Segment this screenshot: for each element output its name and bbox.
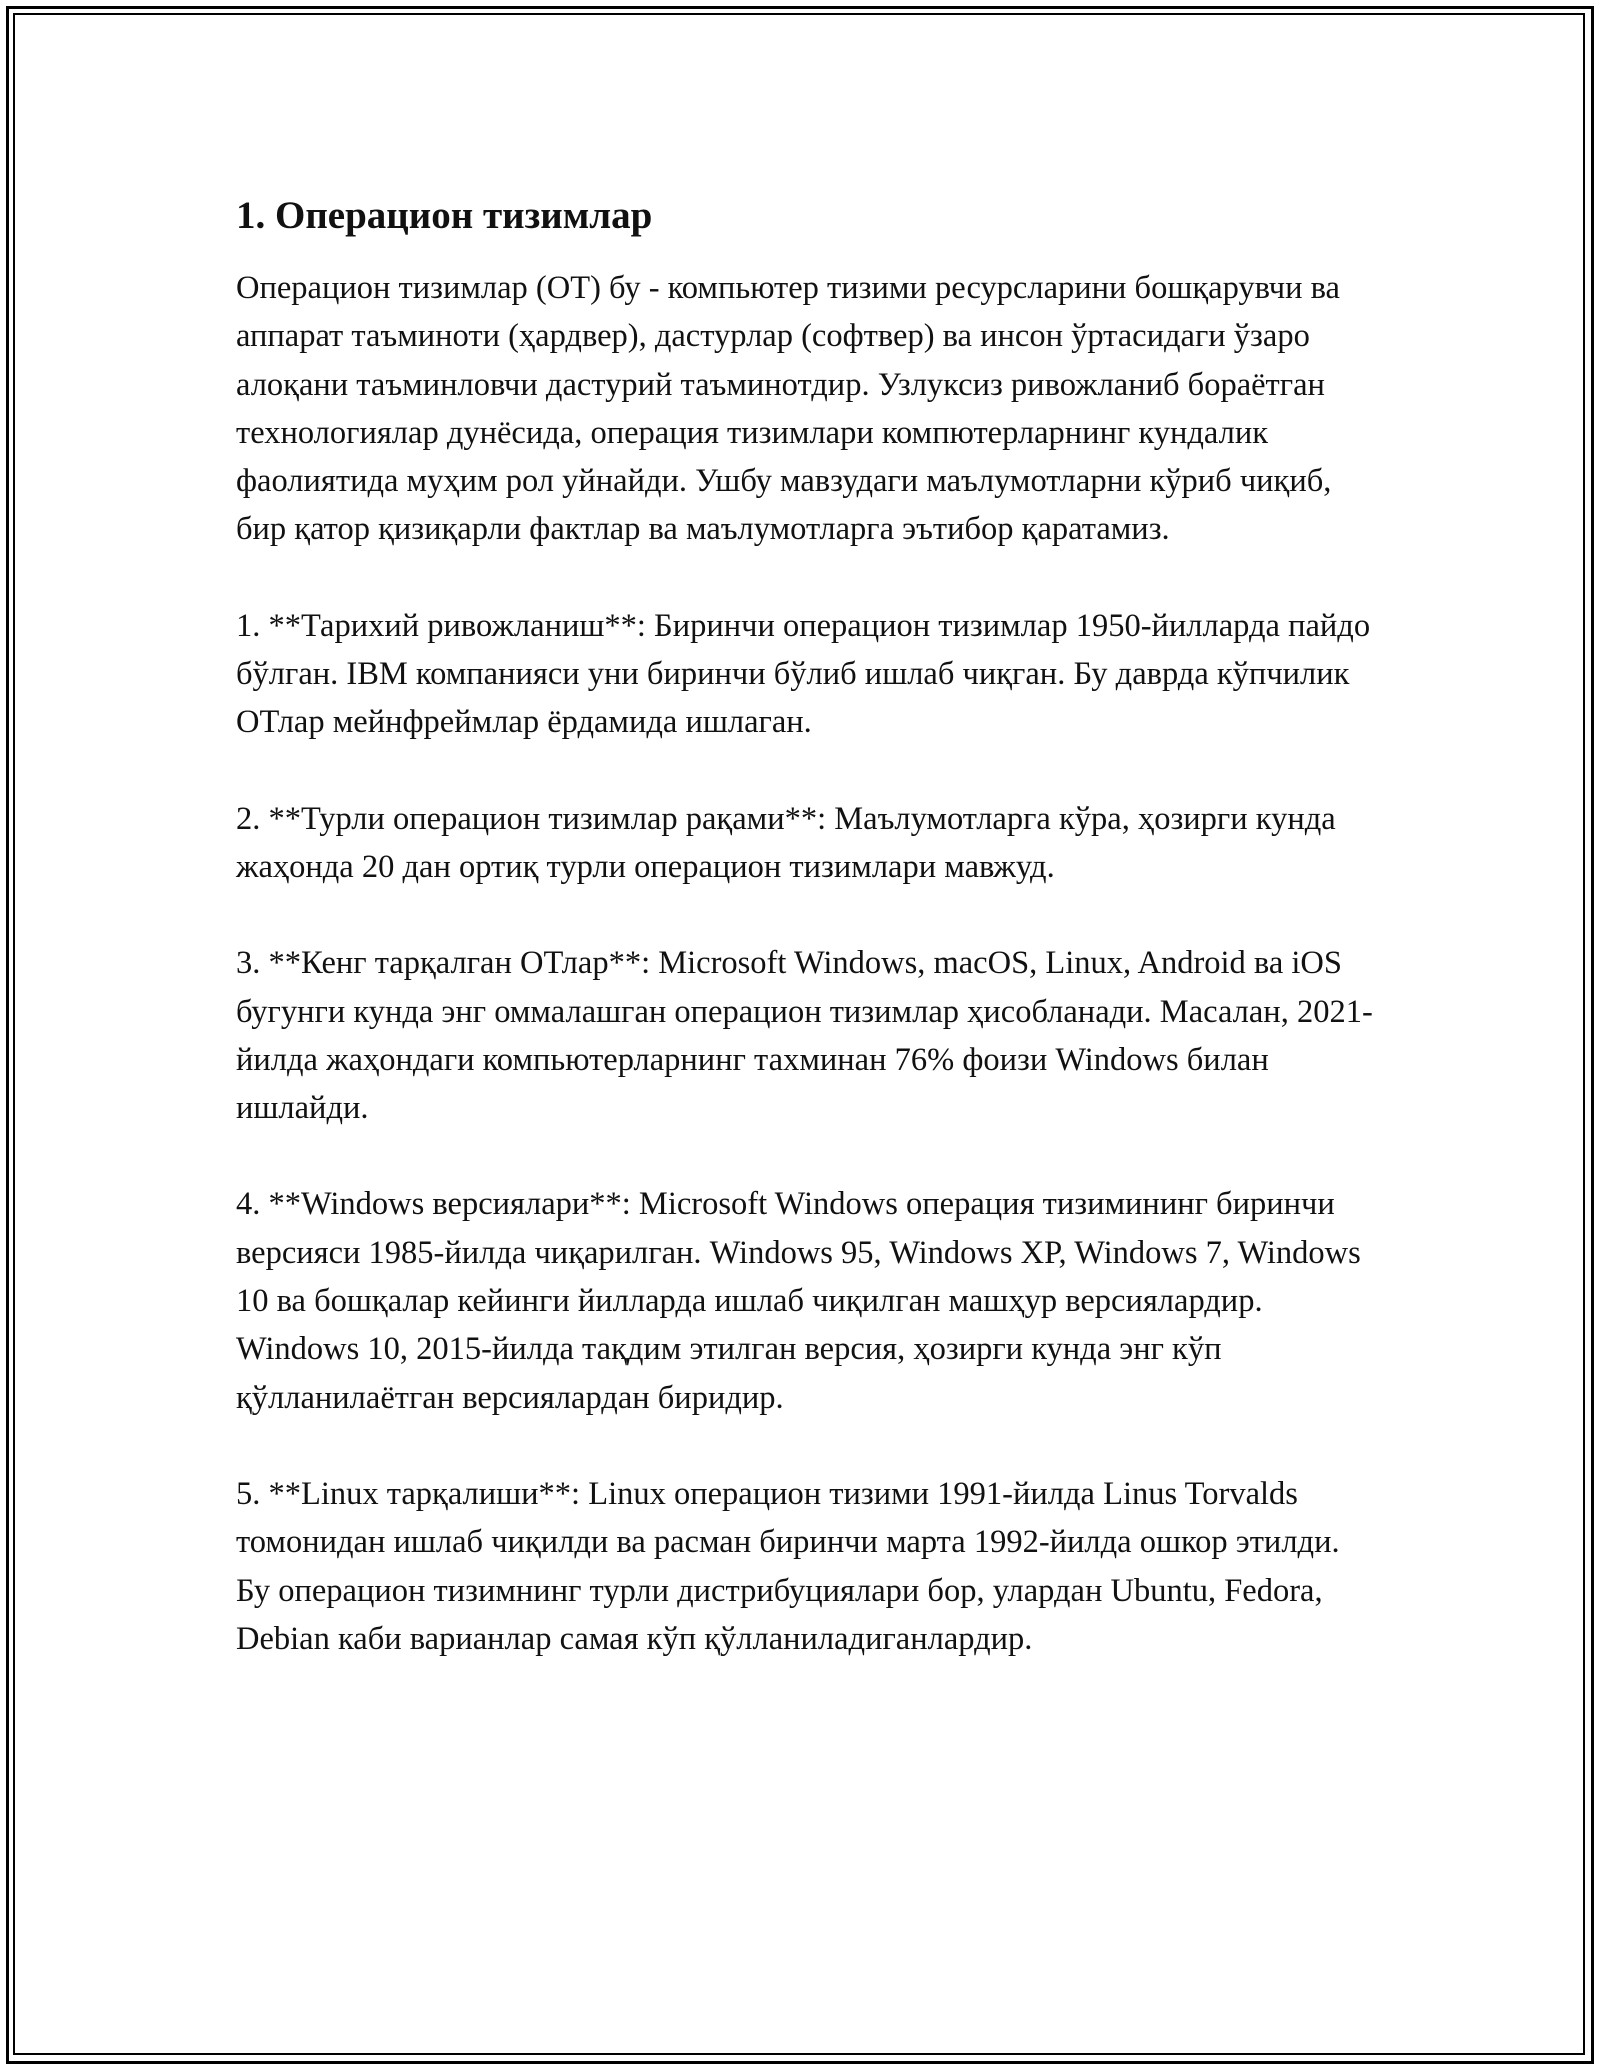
fact-windows-versions: 4. **Windows версиялари**: Microsoft Windows операция тизимининг биринчи версияси 1985-йилда чиқарилган. Windows 95, Windows XP, Windows 7, Windows 10 ва бошқалар кейинги йилларда ишлаб чиқилган машҳур версиялардир. Windows 10, 2015-йилда тақдим этилган версия, ҳозирги кунда энг кўп қўлланилаётган версиялардан биридир. [236,1186,1361,1416]
section-heading: 1. Операцион тизимлар [236,194,653,237]
document-body [236,186,1376,1711]
fact-linux-distribution: 5. **Linux тарқалиши**: Linux операцион тизими 1991-йилда Linus Torvalds томонидан ишлаб чиқилди ва расман биринчи марта 1992-йилда ошкор этилди. Бу операцион тизимнинг турли дистрибуциялари бор, улардан Ubuntu, Fedora, Debian каби варианлар самая кўп қўлланиладиганлардир. [236,1475,1340,1657]
fact-popular-os: 3. **Кенг тарқалган ОТлар**: Microsoft Windows, macOS, Linux, Android ва iOS бугунги кунда энг оммалашган операцион тизимлар ҳисобланади. Масалан, 2021-йилда жаҳондаги компьютерларнинг тахминан 76% фоизи Windows билан ишлайди. [236,945,1373,1127]
fact-number-of-os: 2. **Турли операцион тизимлар рақами**: Маълумотларга кўра, ҳозирги кунда жаҳонда 20 дан ортиқ турли операцион тизимлари мавжуд. [236,800,1336,885]
fact-historical-development: 1. **Тарихий ривожланиш**: Биринчи операцион тизимлар 1950-йилларда пайдо бўлган. IBM компанияси уни биринчи бўлиб ишлаб чиқган. Бу даврда кўпчилик ОТлар мейнфреймлар ёрдамида ишлаган. [236,607,1371,741]
intro-paragraph: Операцион тизимлар (ОТ) бу - компьютер тизими ресурсларини бошқарувчи ва аппарат таъминоти (ҳардвер), дастурлар (софтвер) ва инсон ўртасидаги ўзаро алоқани таъминловчи дастурий таъминотдир. Узлуксиз ривожланиб бораётган технологиялар дунёсида, операция тизимлари компютерларнинг кундалик фаолиятида муҳим рол уйнайди. Ушбу мавзудаги маълумотларни кўриб чиқиб, бир қатор қизиқарли фактлар ва маълумотларга эътибор қаратамиз. [236,270,1340,548]
